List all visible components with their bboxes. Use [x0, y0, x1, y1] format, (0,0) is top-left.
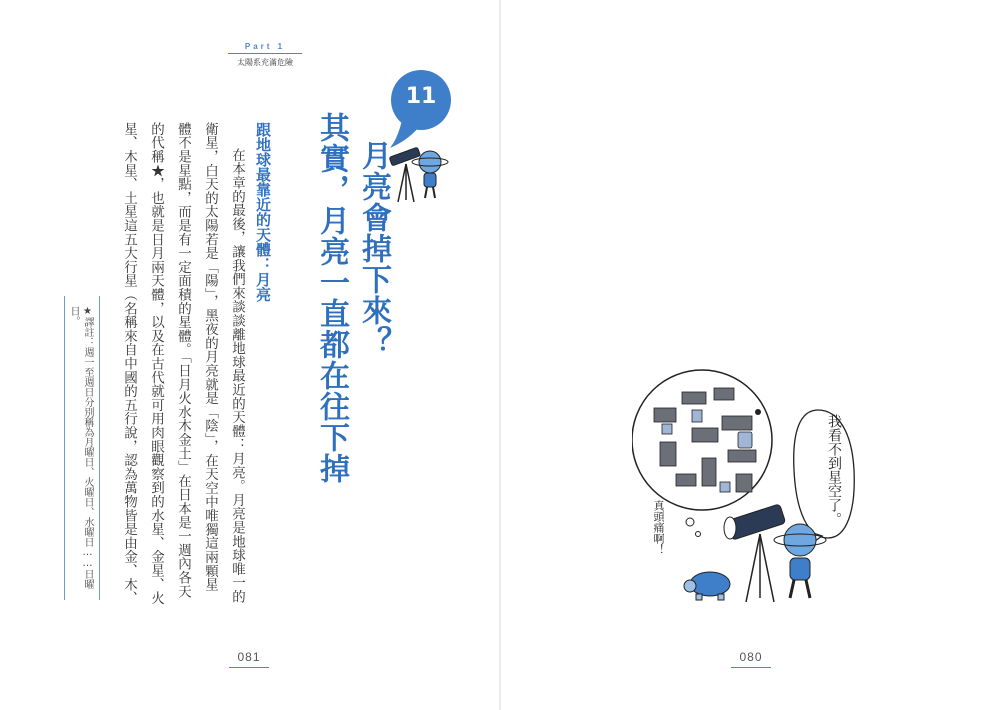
- speech-bubble-icon: [388, 70, 454, 150]
- chapter-badge: [388, 70, 454, 150]
- chapter-title-line1: 月亮會掉下來？: [356, 140, 391, 357]
- footnote-line-2: 日。: [68, 306, 79, 326]
- page-number-left-text: 081: [237, 650, 261, 664]
- chapter-title-line2: 其實，月亮一直都在往下掉: [314, 112, 349, 484]
- body-column-1: 在本章的最後，讓我們來談談離地球最近的天體：月亮。月亮是地球唯一的: [229, 148, 245, 604]
- page-number-right: [731, 650, 771, 668]
- page-number-left: [229, 650, 269, 668]
- section-subheading: 跟地球最靠近的天體：月亮: [254, 122, 272, 302]
- telescope-character-icon: [386, 142, 456, 204]
- character-speech-text: 我看不到星空了。: [826, 414, 842, 526]
- body-column-2: 衛星，白天的太陽若是「陽」，黑夜的月亮就是「陰」，在天空中唯獨這兩顆星: [202, 122, 218, 592]
- running-head-rule: [228, 53, 302, 54]
- section-title: 太陽系充滿危險: [237, 58, 293, 67]
- page-number-rule: [731, 667, 771, 668]
- turtle-speech-text: 真頭痛啊！: [652, 500, 665, 555]
- page-number-rule: [229, 667, 269, 668]
- footnote-line-1: ★譯註：週一至週日分別稱為月曜日、火曜日、水曜日……日曜: [82, 306, 93, 589]
- running-head: [222, 42, 308, 68]
- page-number-right-text: 080: [739, 650, 763, 664]
- page-gutter: [499, 0, 501, 710]
- body-column-4: 的代稱★，也就是日月兩天體，以及在古代就可用肉眼觀察到的水星、金星、火: [148, 122, 164, 605]
- body-column-3: 體不是星點，而是有一定面積的星體。「日月火水木金土」在日本是一週內各天: [175, 122, 191, 599]
- chapter-number: 11: [405, 84, 437, 109]
- body-column-5: 星、木星、土星這五大行星（名稱來自中國的五行說，認為萬物皆是由金、木、: [121, 122, 137, 605]
- part-label: Part 1: [244, 42, 286, 51]
